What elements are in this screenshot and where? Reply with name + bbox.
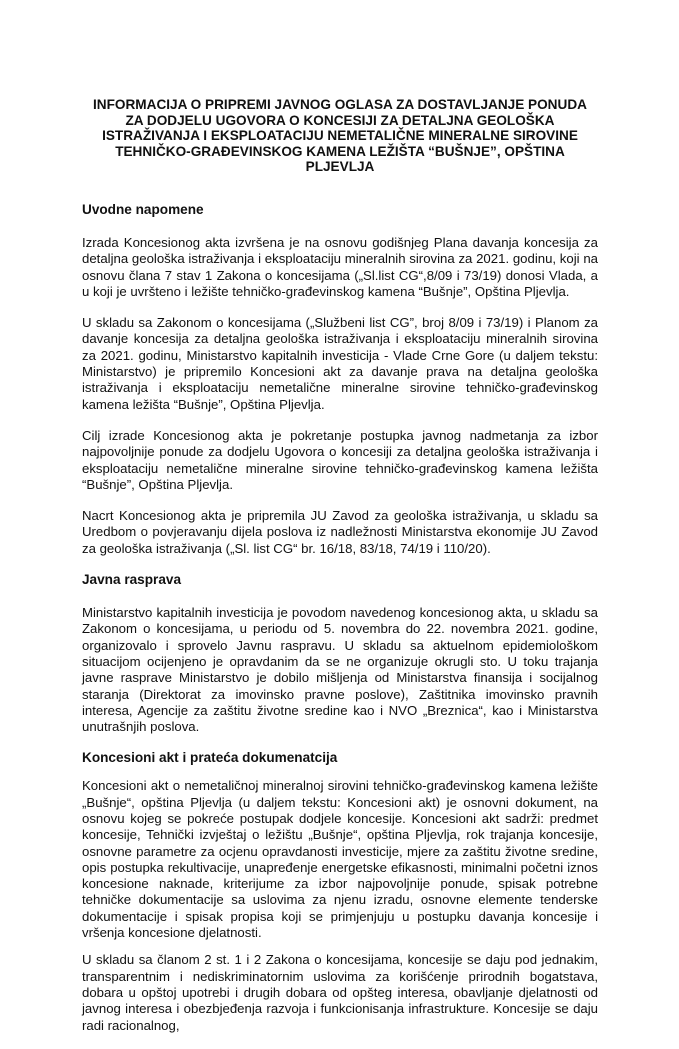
- paragraph: Izrada Koncesionog akta izvršena je na osnovu godišnjeg Plana davanja koncesija za detaljna geološka istraživanja i eksploataciju mineralnih sirovina za 2021. godinu, koji na osnovu člana 7 stav 1 Zakona o koncesijama („Sl.list CG“,8/09 i 73/19) donosi Vlada, a u koji je uvršteno i ležište tehničko-građevinskog kamena “Bušnje”, Opština Pljevlja.: [82, 234, 598, 299]
- section-heading: Koncesioni akt i prateća dokumenatcija: [82, 750, 338, 766]
- paragraph: Nacrt Koncesionog akta je pripremila JU Zavod za geološka istraživanja, u skladu sa Uredbom o povjeravanju dijela poslova iz nadležnosti Ministarstva ekonomije JU Zavod za geološka istraživanja („Sl. list CG“ br. 16/18, 83/18, 74/19 i 110/20).: [82, 508, 598, 556]
- paragraph: U skladu sa Zakonom o koncesijama („Službeni list CG”, broj 8/09 i 73/19) i Planom za davanje koncesija za detaljna geološka istraživanja i eksploataciju mineralnih sirovina za 2021. godinu, Ministarstvo kapitalnih investicija - Vlade Crne Gore (u daljem tekstu: Ministarstvo) je pripremilo Koncesioni akt za davanje prava na detaljna geološka istraživanja i eksploataciju nemetalične mineralne sirovine tehničko-građevinskog kamena ležišta “Bušnje”, Opština Pljevlja.: [82, 315, 598, 412]
- document-title: INFORMACIJA O PRIPREMI JAVNOG OGLASA ZA DOSTAVLJANJE PONUDA ZA DODJELU UGOVORA O KONCESIJI ZA DETALJNA GEOLOŠKA ISTRAŽIVANJA I EKSPLOATACIJU NEMETALIČNE MINERALNE SIROVINE TEHNIČKO-GRAĐEVINSKOG KAMENA LEŽIŠTA “BUŠNJE”, OPŠTINA PLJEVLJA: [93, 97, 587, 175]
- section-heading: Uvodne napomene: [82, 201, 204, 217]
- paragraph: U skladu sa članom 2 st. 1 i 2 Zakona o koncesijama, koncesije se daju pod jednakim, transparentnim i nediskriminatornim uslovima za korišćenje prirodnih bogatstava, dobara u opštoj upotrebi i drugih dobara od opšteg interesa, obavljanje djelatnosti od javnog interesa i obezbjeđenja razvoja i funkcionisanja infrastrukture. Koncesije se daju radi racionalnog,: [82, 952, 598, 1033]
- paragraph: Cilj izrade Koncesionog akta je pokretanje postupka javnog nadmetanja za izbor najpovoljnije ponude za dodjelu Ugovora o koncesiji za detaljna geološka istraživanja i eksploataciju nemetalične mineralne sirovine tehničko-građevinskog kamena ležišta “Bušnje”, Opština Pljevlja.: [82, 427, 598, 492]
- section-heading: Javna rasprava: [82, 572, 182, 588]
- section-javna-rasprava: [82, 572, 598, 735]
- section-uvodne-napomene: [82, 202, 598, 557]
- section-koncesioni-akt: [82, 750, 598, 1033]
- document-page: [82, 97, 598, 1049]
- paragraph: Koncesioni akt o nemetaličnoj mineralnoj sirovini tehničko-građevinskog kamena ležište „Bušnje“, opština Pljevlja (u daljem tekstu: Koncesioni akt) je osnovni dokument, na osnovu kojeg se pokreće postupak dodjele koncesije. Koncesioni akt sadrži: predmet koncesije, Tehnički izvještaj o ležištu „Bušnje“, opština Pljevlja, rok trajanja koncesije, osnovne parametre za ocjenu opravdanosti investicije, mjere za zaštitu životne sredine, opis postupka rekultivacije, unapređenje energetske efikasnosti, minimalni početni iznos koncesione naknade, kriterijume za izbor najpovoljnije ponude, spisak potrebne tehničke dokumentacije sa uslovima za njenu izradu, osnovne elemente tenderske dokumentacije i spisak propisa koji se primjenjuju u postupku davanja koncesije i vršenja koncesione djelatnosti.: [82, 778, 598, 941]
- paragraph: Ministarstvo kapitalnih investicija je povodom navedenog koncesionog akta, u skladu sa Zakonom o koncesijama, u periodu od 5. novembra do 22. novembra 2021. godine, organizovalo i sprovelo Javnu raspravu. U skladu sa aktuelnom epidemiološkom situacijom ocijenjeno je opravdanim da se ne organizuje okrugli sto. U toku trajanja javne rasprave Ministarstvo je dobilo mišljenja od Ministarstva finansija i socijalnog staranja (Direktorat za imovinsko pravne poslove), Zaštitnika imovinsko pravnih interesa, Agencije za zaštitu životne sredine kao i NVO „Breznica“, kao i Ministarstva unutrašnjih poslova.: [82, 605, 598, 735]
